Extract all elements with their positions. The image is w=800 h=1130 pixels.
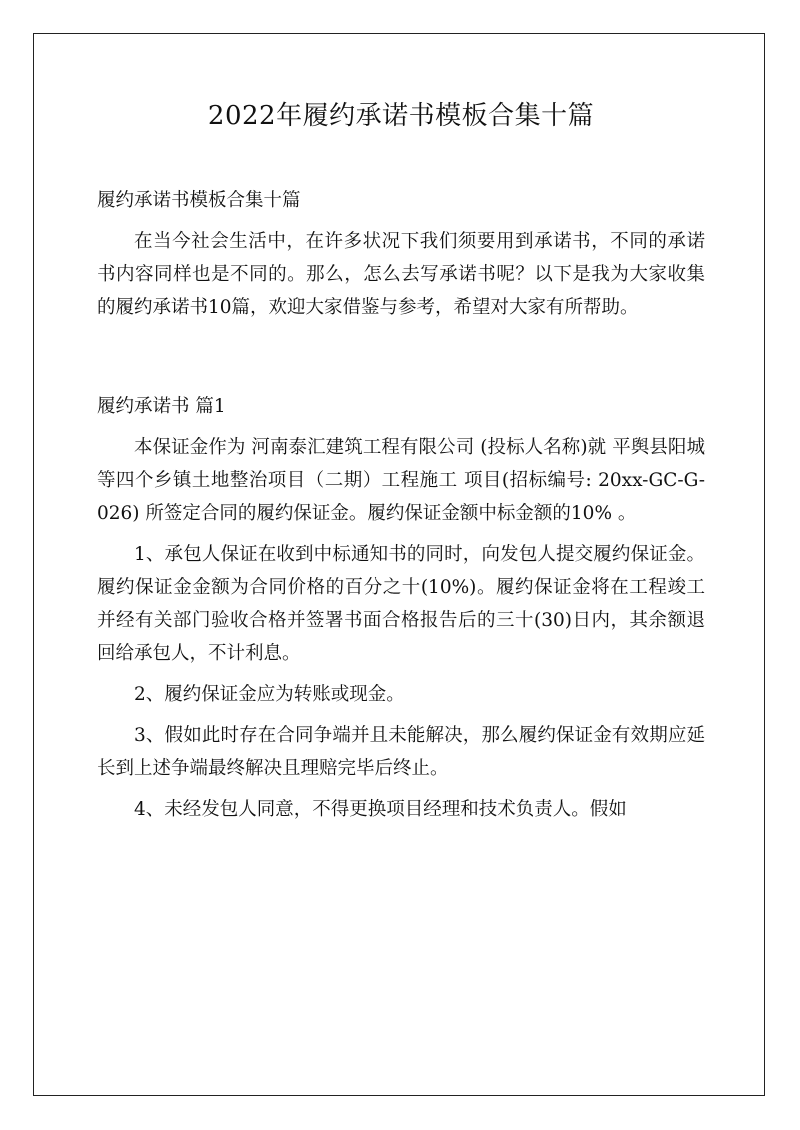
body-paragraph: 2、履约保证金应为转账或现金。 (134, 684, 405, 705)
document-title: 2022年履约承诺书模板合集十篇 (207, 101, 595, 131)
body-paragraph: 4、未经发包人同意，不得更换项目经理和技术负责人。假如 (134, 799, 627, 820)
body-paragraph: 3、假如此时存在合同争端并且未能解决，那么履约保证金有效期应延长到上述争端最终解决且理赔完毕后终止。 (97, 725, 705, 779)
document-subtitle: 履约承诺书模板合集十篇 (97, 190, 301, 211)
document-body (97, 96, 705, 826)
section-heading: 履约承诺书 篇1 (97, 396, 226, 417)
body-paragraph: 1、承包人保证在收到中标通知书的同时，向发包人提交履约保证金。履约保证金金额为合同价格的百分之十(10%)。履约保证金将在工程竣工并经有关部门验收合格并签署书面合格报告后的三十(30)日内，其余额退回给承包人，不计利息。 (97, 544, 705, 664)
intro-paragraph: 在当今社会生活中，在许多状况下我们须要用到承诺书，不同的承诺书内容同样也是不同的。那么，怎么去写承诺书呢？以下是我为大家收集的履约承诺书10篇，欢迎大家借鉴与参考，希望对大家有所帮助。 (97, 231, 705, 318)
body-paragraph: 本保证金作为 河南泰汇建筑工程有限公司 (投标人名称)就 平舆县阳城等四个乡镇土地整治项目（二期）工程施工 项目(招标编号: 20xx-GC-G-026) 所签定合同的履约保证金。履约保证金额中标金额的10% 。 (97, 437, 705, 524)
